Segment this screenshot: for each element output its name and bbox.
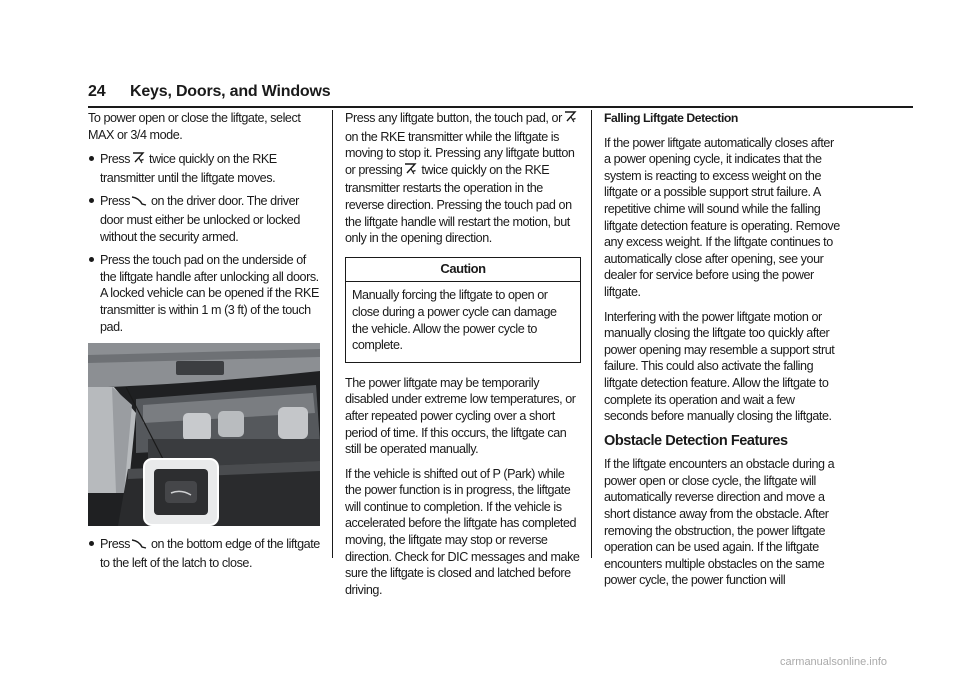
- watermark: carmanualsonline.info: [780, 656, 888, 668]
- bullet-dot: [89, 541, 94, 546]
- column-2: [345, 110, 581, 606]
- page-number: 24: [88, 83, 106, 100]
- liftgate-key-icon: [563, 110, 577, 129]
- falling-liftgate-paragraph-1: If the power liftgate automatically closes after a power opening cycle, it indicates that the system is reacting to excess weight on the liftgate or a possible support strut failure. A repetitive chime will sound while the falling liftgate detection feature is operating. Remove any excess weight. If the liftgate continues to automatically close after opening, see your dealer for service before using the power liftgate.: [604, 135, 840, 299]
- bullet-dot: [89, 257, 94, 262]
- obstacle-detection-paragraph: If the liftgate encounters an obstacle during a power open or close cycle, the liftgate will automatically reverse direction and move a short distance away from the obstacle. After removing the obstruction, the power liftgate operation can be used again. If the liftgate encounters multiple obstacles on the same power cycle, the power function will: [604, 457, 835, 588]
- liftgate-key-icon: [403, 162, 417, 181]
- liftgate-interior-photo: [88, 343, 320, 526]
- column-1: [88, 110, 324, 578]
- page-header: [88, 83, 913, 107]
- park-shift-paragraph: If the vehicle is shifted out of P (Park) while the power function is in progress, the liftgate will continue to completion. If the vehicle is accelerated before the liftgate has completed moving, the liftgate may stop or reverse direction. Check for DIC messages and make sure the liftgate is closed and latched before driving.: [345, 466, 580, 597]
- bullet-rke-transmitter: Press twice quickly on the RKE transmitter until the liftgate moves.: [88, 151, 324, 186]
- caution-body: Manually forcing the liftgate to open or close during a power cycle can damage the vehicle. Allow the power cycle to complete.: [352, 288, 557, 353]
- liftgate-switch-icon: [131, 195, 147, 212]
- falling-liftgate-subheading: Falling Liftgate Detection: [604, 111, 738, 125]
- bullet-driver-door: Press on the driver door. The driver door must either be unlocked or locked without the security armed.: [88, 193, 324, 245]
- stop-liftgate-paragraph: Press any liftgate button, the touch pad, oron the RKE transmitter while the liftgate is moving to stop it. Pressing any liftgate button or pressing twice quickly on the RKE transmitter restarts the operation in the reverse direction. Pressing the touch pad on the liftgate handle will restart the motion, but only in the opening direction.: [345, 110, 581, 247]
- column-3: [604, 110, 840, 597]
- temperature-paragraph: The power liftgate may be temporarily disabled under extreme low temperatures, or after repeated power cycling over a short period of time. If this occurs, the liftgate can still be operated manually.: [345, 375, 576, 457]
- caution-box: [345, 257, 581, 363]
- section-title: Keys, Doors, and Windows: [130, 83, 331, 100]
- bullet-dot: [89, 198, 94, 203]
- bullet-close-switch: Press on the bottom edge of the liftgate to the left of the latch to close.: [88, 536, 324, 571]
- intro-paragraph: To power open or close the liftgate, select MAX or 3/4 mode.: [88, 111, 301, 142]
- liftgate-photo-illustration: [88, 343, 320, 526]
- liftgate-switch-icon: [131, 538, 147, 555]
- caution-title: Caution: [346, 258, 580, 283]
- falling-liftgate-paragraph-2: Interfering with the power liftgate motion or manually closing the liftgate too quickly after power opening may resemble a support strut failure. This could also activate the falling liftgate detection feature. Allow the liftgate to complete its operation and wait a few seconds before manually closing the liftgate.: [604, 309, 835, 424]
- column-divider-1: [332, 110, 333, 558]
- bullet-dot: [89, 156, 94, 161]
- column-divider-2: [591, 110, 592, 558]
- bullet-touch-pad: Press the touch pad on the underside of the liftgate handle after unlocking all doors. A locked vehicle can be opened if the RKE transmitter is within 1 m (3 ft) of the touch pad.: [88, 252, 324, 335]
- obstacle-detection-heading: Obstacle Detection Features: [604, 432, 788, 449]
- header-rule: [88, 106, 913, 108]
- liftgate-key-icon: [131, 151, 145, 170]
